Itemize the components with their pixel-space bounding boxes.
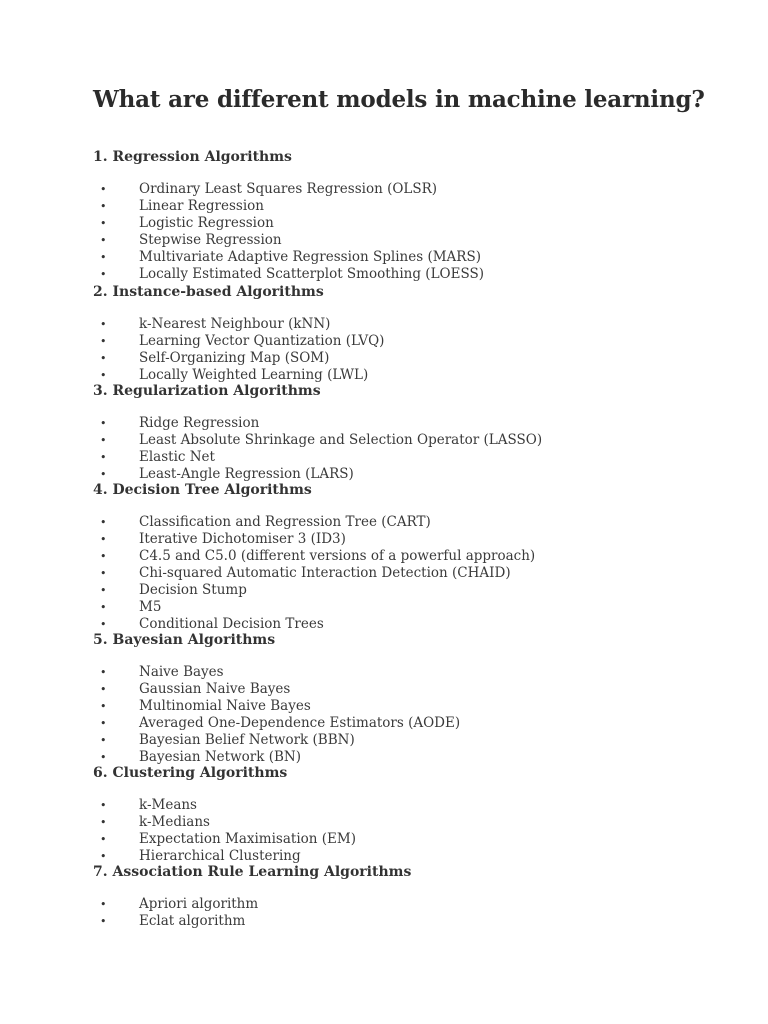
list-item [0, 715, 768, 732]
bullet-icon: • [100, 799, 107, 812]
bullet-icon: • [100, 234, 107, 247]
list-item-text: Bayesian Network (BN) [139, 749, 301, 765]
bullet-icon: • [100, 850, 107, 863]
list-item-text: Ordinary Least Squares Regression (OLSR) [139, 181, 438, 197]
section-heading: 7. Association Rule Learning Algorithms [93, 864, 412, 880]
list-item [0, 466, 768, 483]
list-item [0, 367, 768, 384]
bullet-icon: • [100, 318, 107, 331]
bullet-icon: • [100, 734, 107, 747]
bullet-icon: • [100, 700, 107, 713]
section-heading: 2. Instance-based Algorithms [93, 284, 324, 300]
section-heading: 4. Decision Tree Algorithms [93, 482, 312, 498]
bullet-icon: • [100, 533, 107, 546]
list-item [0, 831, 768, 848]
list-item [0, 333, 768, 350]
list-item-text: Least-Angle Regression (LARS) [139, 466, 354, 482]
list-item-text: Averaged One-Dependence Estimators (AODE) [139, 715, 461, 731]
list-item-text: Least Absolute Shrinkage and Selection Operator (LASSO) [139, 432, 543, 448]
bullet-icon: • [100, 434, 107, 447]
list-item [0, 514, 768, 531]
section-heading: 6. Clustering Algorithms [93, 765, 288, 781]
list-item [0, 266, 768, 283]
list-item-text: Stepwise Regression [139, 232, 282, 248]
list-item [0, 814, 768, 831]
list-item-text: Hierarchical Clustering [139, 848, 301, 864]
list-item-text: Chi-squared Automatic Interaction Detection (CHAID) [139, 565, 511, 581]
list-item-text: Classification and Regression Tree (CART) [139, 514, 431, 530]
list-item-text: Iterative Dichotomiser 3 (ID3) [139, 531, 346, 547]
list-item [0, 232, 768, 249]
list-item [0, 797, 768, 814]
list-item-text: Elastic Net [139, 449, 215, 465]
list-item-text: Linear Regression [139, 198, 264, 214]
list-item-text: Expectation Maximisation (EM) [139, 831, 356, 847]
list-item [0, 698, 768, 715]
bullet-icon: • [100, 833, 107, 846]
list-item [0, 181, 768, 198]
list-item-text: Apriori algorithm [139, 896, 259, 912]
list-item-text: Gaussian Naive Bayes [139, 681, 291, 697]
page-title: What are different models in machine learning? [93, 86, 705, 113]
list-item-text: Locally Weighted Learning (LWL) [139, 367, 369, 383]
list-item [0, 848, 768, 865]
list-item-text: C4.5 and C5.0 (different versions of a powerful approach) [139, 548, 536, 564]
list-item [0, 449, 768, 466]
list-item-text: Conditional Decision Trees [139, 616, 324, 632]
bullet-icon: • [100, 352, 107, 365]
list-item-text: Learning Vector Quantization (LVQ) [139, 333, 385, 349]
list-item-text: k-Nearest Neighbour (kNN) [139, 316, 331, 332]
list-item [0, 681, 768, 698]
list-item [0, 913, 768, 930]
bullet-icon: • [100, 601, 107, 614]
list-item [0, 896, 768, 913]
bullet-icon: • [100, 898, 107, 911]
list-item [0, 582, 768, 599]
section-heading: 1. Regression Algorithms [93, 149, 292, 165]
bullet-icon: • [100, 417, 107, 430]
list-item-text: Naive Bayes [139, 664, 224, 680]
bullet-icon: • [100, 369, 107, 382]
list-item-text: Multinomial Naive Bayes [139, 698, 311, 714]
list-item [0, 350, 768, 367]
list-item [0, 432, 768, 449]
list-item [0, 415, 768, 432]
list-item [0, 732, 768, 749]
list-item-text: Ridge Regression [139, 415, 260, 431]
bullet-icon: • [100, 200, 107, 213]
bullet-icon: • [100, 251, 107, 264]
list-item [0, 616, 768, 633]
list-item [0, 215, 768, 232]
list-item-text: Multivariate Adaptive Regression Splines (MARS) [139, 249, 481, 265]
section-heading: 3. Regularization Algorithms [93, 383, 321, 399]
bullet-icon: • [100, 666, 107, 679]
list-item [0, 316, 768, 333]
bullet-icon: • [100, 516, 107, 529]
list-item-text: k-Medians [139, 814, 210, 830]
bullet-icon: • [100, 183, 107, 196]
list-item-text: Eclat algorithm [139, 913, 246, 929]
list-item [0, 531, 768, 548]
bullet-icon: • [100, 816, 107, 829]
list-item [0, 249, 768, 266]
bullet-icon: • [100, 268, 107, 281]
bullet-icon: • [100, 618, 107, 631]
list-item [0, 664, 768, 681]
list-item-text: Bayesian Belief Network (BBN) [139, 732, 355, 748]
list-item-text: Locally Estimated Scatterplot Smoothing (LOESS) [139, 266, 484, 282]
list-item-text: Logistic Regression [139, 215, 274, 231]
bullet-icon: • [100, 451, 107, 464]
list-item [0, 548, 768, 565]
bullet-icon: • [100, 468, 107, 481]
bullet-icon: • [100, 751, 107, 764]
list-item [0, 198, 768, 215]
list-item [0, 599, 768, 616]
list-item [0, 565, 768, 582]
bullet-icon: • [100, 567, 107, 580]
bullet-icon: • [100, 550, 107, 563]
list-item-text: k-Means [139, 797, 197, 813]
list-item-text: M5 [139, 599, 162, 615]
list-item-text: Decision Stump [139, 582, 247, 598]
bullet-icon: • [100, 584, 107, 597]
section-heading: 5. Bayesian Algorithms [93, 632, 276, 648]
list-item-text: Self-Organizing Map (SOM) [139, 350, 330, 366]
bullet-icon: • [100, 915, 107, 928]
list-item [0, 749, 768, 766]
bullet-icon: • [100, 217, 107, 230]
bullet-icon: • [100, 683, 107, 696]
bullet-icon: • [100, 717, 107, 730]
bullet-icon: • [100, 335, 107, 348]
